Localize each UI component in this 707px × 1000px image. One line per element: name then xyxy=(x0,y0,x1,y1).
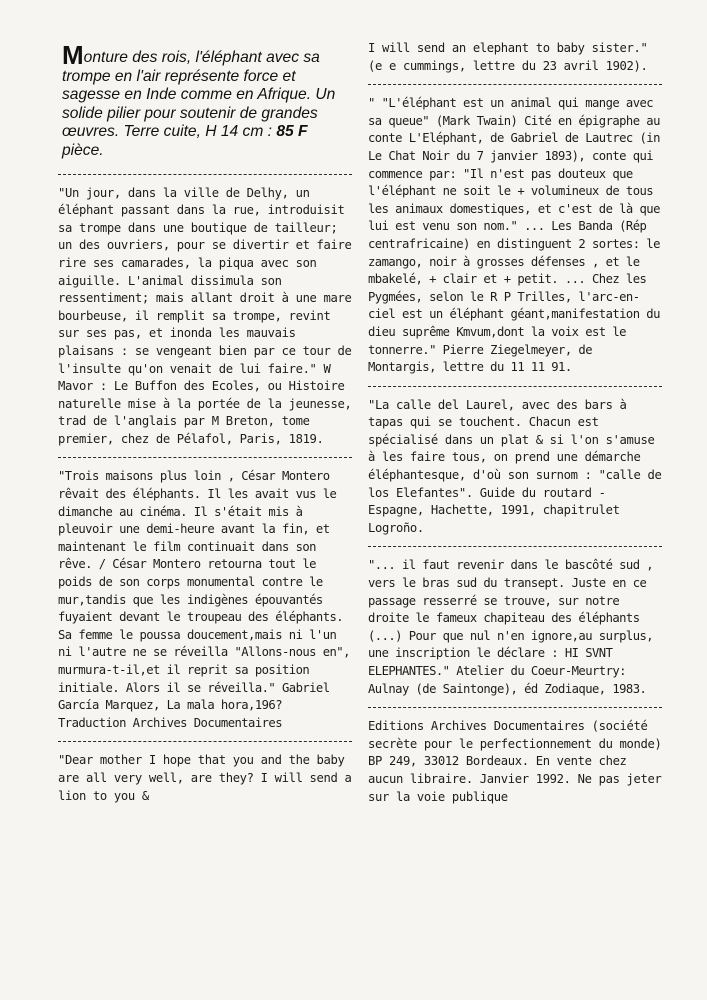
quote-routard: "La calle del Laurel, avec des bars à tapas qui se touchent. Chacun est spécialisé dans un plat & si l'on s'amuse à les faire tous, on prend une démarche éléphantesque, d'où son surnom : "calle de los Elefantes". Guide du routard - Espagne, Hachette, 1991, chapitrulet Logroño. xyxy=(368,397,662,535)
dashed-separator xyxy=(368,386,662,387)
intro-text: onture des rois, l'éléphant avec sa trompe en l'air représente force et sagesse en Inde comme en Afrique. Un solide pilier pour soutenir de grandes œuvres. Terre cuite, H 14 cm : xyxy=(62,49,336,141)
quote-garcia-marquez: "Trois maisons plus loin , César Montero rêvait des éléphants. Il les avait vus le dimanche au cinéma. Il s'était mis à pleuvoir une demi-heure avant la fin, et maintenant le film continuait dans son rêve. / César Montero retourna tout le poids de son corps monumental contre le mur,tandis que les indigènes épouvantés fuyaient devant le troupeau des éléphants. Sa femme le poussa doucement,mais ni l'un ni l'autre ne se réveilla "Allons-nous en", murmura-t-il,et il reprit sa position initiale. Alors il se réveilla." Gabriel García Marquez, La mala hora,196? Traduction Archives Documentaires xyxy=(58,469,350,730)
quote-mavor: "Un jour, dans la ville de Delhy, un éléphant passant dans la rue, introduisit sa trompe dans une boutique de tailleur; un des ouvriers, pour se divertir et faire rire ses camarades, la piqua avec son aiguille. L'animal dissimula son ressentiment; mais allant droit à une mare bourbeuse, il remplit sa trompe, revint sur ses pas, et inonda les mauvais plaisans : se vengeant bien par ce tour de l'insulte qu'on venait de lui faire." W Mavor : Le Buffon des Ecoles, ou Histoire naturelle mise à la portée de la jeunesse, trad de l'anglais par M Breton, tome premier, chez de Pélafol, Paris, 1819. xyxy=(58,185,352,446)
quote-twain-ziegelmeyer: " "L'éléphant est un animal qui mange avec sa queue" (Mark Twain) Cité en épigraphe au conte L'Eléphant, de Gabriel de Lautrec (in Le Chat Noir du 7 janvier 1893), conte qui commence par: "Il n'est pas douteux que l'éléphant ne soit le + volumineux de tous les animaux domestiques, et c'est de là que lui est venu son nom." ... Les Banda (Rép centrafricaine) en distinguent 2 sortes: le zamango, noir à grosses défenses , et le mbakelé, + clair et + petit. ... Chez les Pygmées, selon le R P Trilles, l'arc-en-ciel est un éléphant géant,manifestation du dieu suprême Kmvum,dont la voix est le tonnerre." Pierre Ziegelmeyer, de Montargis, lettre du 11 11 91. xyxy=(368,96,660,375)
dashed-separator xyxy=(58,457,352,458)
left-column xyxy=(58,40,352,805)
intro-caption xyxy=(62,40,352,161)
quote-cummings-end: I will send an elephant to baby sister." (e e cummings, lettre du 23 avril 1902). xyxy=(368,41,648,73)
quote-aulnay: "... il faut revenir dans le bascôté sud , vers le bras sud du transept. Juste en ce passage resserré se trouve, sur notre droite le fameux chapiteau des éléphants (...) Pour que nul n'en ignore,au surplus, une inscription le déclare : HI SVNT ELEPHANTES." Atelier du Coeur-Meurtry: Aulnay (de Saintonge), éd Zodiaque, 1983. xyxy=(368,558,654,696)
dashed-separator xyxy=(58,741,352,742)
dashed-separator xyxy=(368,84,662,85)
dashed-separator xyxy=(58,174,352,175)
intro-price: 85 F xyxy=(276,123,308,141)
colophon: Editions Archives Documentaires (société secrète pour le perfectionnement du monde) BP 249, 33012 Bordeaux. En vente chez aucun libraire. Janvier 1992. Ne pas jeter sur la voie publique xyxy=(368,719,662,804)
right-column xyxy=(368,40,662,806)
intro-dropcap: M xyxy=(62,40,84,70)
intro-suffix: pièce. xyxy=(62,141,104,159)
dashed-separator xyxy=(368,707,662,708)
quote-cummings-start: "Dear mother I hope that you and the baby are all very well, are they? I will send a lion to you & xyxy=(58,753,352,803)
dashed-separator xyxy=(368,546,662,547)
